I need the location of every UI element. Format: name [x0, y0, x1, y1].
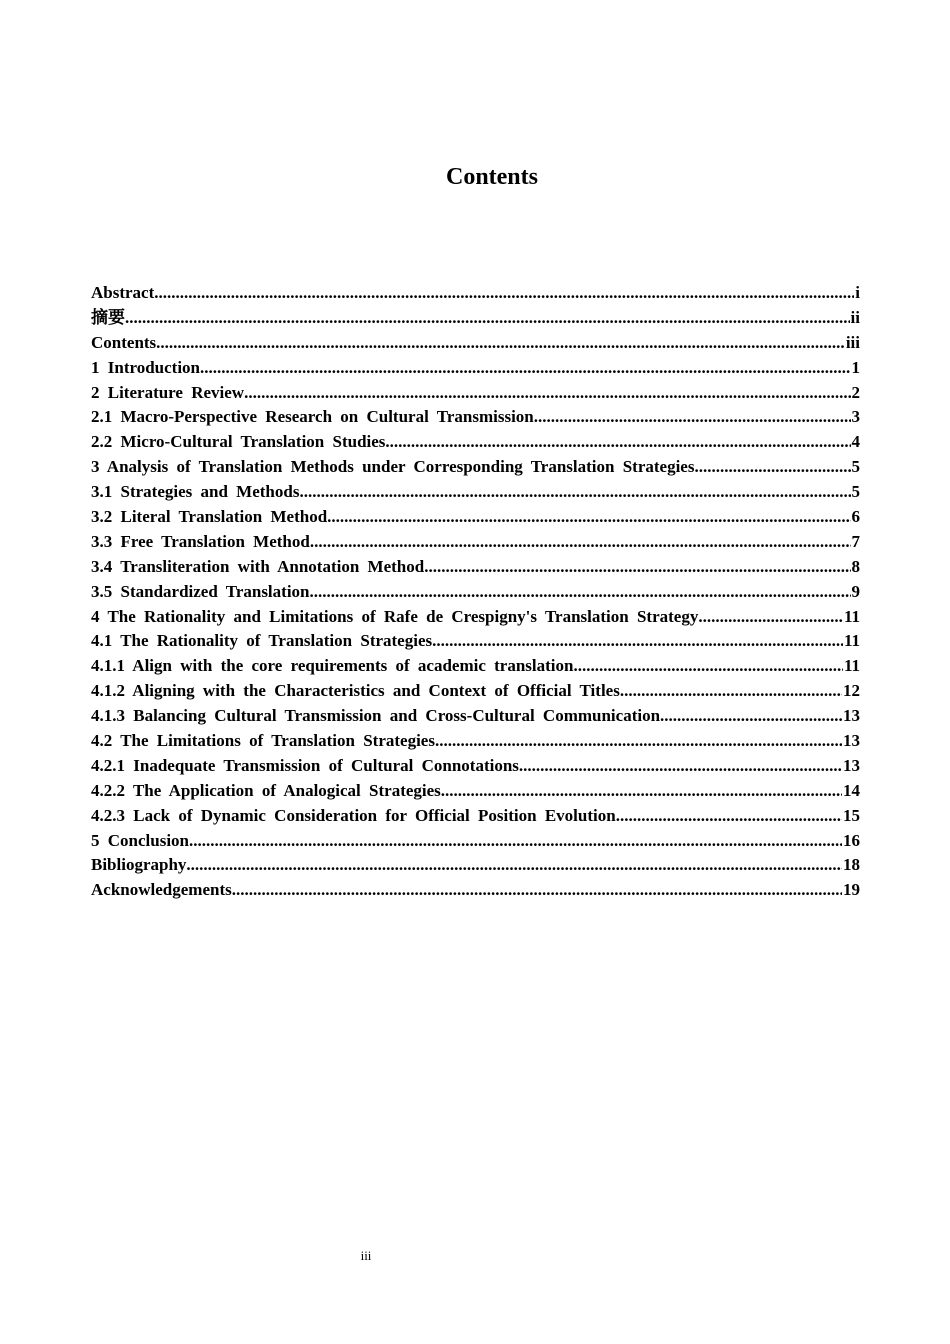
toc-entry-page: 7: [851, 531, 860, 551]
toc-entry-label: 3.1 Strategies and Methods: [91, 482, 300, 502]
toc-entry-page: 5: [851, 457, 860, 477]
toc-entry-label: 3 Analysis of Translation Methods under Corresponding Translation Strategies: [91, 457, 695, 477]
toc-entry[interactable]: [91, 804, 860, 829]
toc-leader-dots: [154, 281, 854, 306]
toc-entry-page: 1: [851, 357, 860, 377]
toc-leader-dots: [573, 654, 842, 679]
toc-entry-label: Contents: [91, 332, 157, 352]
toc-entry-label: Bibliography: [91, 855, 187, 875]
toc-entry-page: 16: [843, 830, 860, 850]
toc-leader-dots: [694, 455, 850, 480]
toc-leader-dots: [327, 505, 850, 530]
toc-entry-label: Acknowledgements: [91, 880, 232, 900]
toc-leader-dots: [616, 804, 842, 829]
toc-entry[interactable]: [91, 779, 860, 804]
toc-leader-dots: [534, 405, 851, 430]
toc-entry-label: 4.1.3 Balancing Cultural Transmission and Cross-Cultural Communication: [91, 706, 661, 726]
toc-entry-label: 5 Conclusion: [91, 830, 189, 850]
toc-entry[interactable]: [91, 356, 860, 381]
toc-entry-label: 2.1 Macro-Perspective Research on Cultural Transmission: [91, 407, 534, 427]
toc-entry-label: 2.2 Micro-Cultural Translation Studies: [91, 432, 386, 452]
toc-entry-label: 4.2.3 Lack of Dynamic Consideration for Official Position Evolution: [91, 805, 616, 825]
toc-leader-dots: [620, 679, 842, 704]
toc-entry-label: 4 The Rationality and Limitations of Rafe de Crespigny's Translation Strategy: [91, 606, 699, 626]
toc-entry[interactable]: [91, 679, 860, 704]
toc-entry[interactable]: [91, 405, 860, 430]
toc-leader-dots: [432, 629, 843, 654]
toc-entry[interactable]: [91, 480, 860, 505]
toc-entry-label: 4.2 The Limitations of Translation Strategies: [91, 731, 435, 751]
toc-entry[interactable]: [91, 580, 860, 605]
toc-entry[interactable]: [91, 704, 860, 729]
toc-entry-label: 4.1 The Rationality of Translation Strategies: [91, 631, 433, 651]
toc-entry-page: 8: [851, 556, 860, 576]
toc-entry-label: 1 Introduction: [91, 357, 201, 377]
toc-entry-page: 4: [851, 432, 860, 452]
toc-leader-dots: [299, 480, 850, 505]
toc-leader-dots: [244, 381, 850, 406]
toc-entry-page: 3: [851, 407, 860, 427]
toc-leader-dots: [310, 530, 851, 555]
page-number: iii: [360, 1248, 372, 1263]
toc-leader-dots: [186, 853, 842, 878]
toc-leader-dots: [660, 704, 842, 729]
toc-leader-dots: [385, 430, 850, 455]
toc-leader-dots: [698, 605, 843, 630]
toc-entry[interactable]: [91, 430, 860, 455]
toc-entry[interactable]: [91, 281, 860, 306]
toc-entry-page: 19: [843, 880, 860, 900]
toc-entry[interactable]: [91, 605, 860, 630]
toc-entry-page: iii: [845, 332, 860, 352]
toc-entry-label: 4.1.2 Aligning with the Characteristics and Context of Official Titles: [91, 681, 620, 701]
toc-entry[interactable]: [91, 853, 860, 878]
toc-entry-label: 3.3 Free Translation Method: [91, 531, 310, 551]
toc-entry-page: 9: [851, 581, 860, 601]
toc-leader-dots: [441, 779, 842, 804]
toc-entry-label: 3.2 Literal Translation Method: [91, 507, 328, 527]
toc-leader-dots: [310, 580, 851, 605]
toc-entry-page: 6: [851, 507, 860, 527]
toc-entry-page: i: [855, 283, 860, 302]
toc-entry[interactable]: [91, 878, 860, 903]
toc-entry[interactable]: [91, 829, 860, 854]
toc-entry-page: 14: [843, 780, 860, 800]
toc-entry[interactable]: [91, 505, 860, 530]
toc-leader-dots: [435, 729, 842, 754]
toc-entry-label: 3.5 Standardized Translation: [91, 581, 310, 601]
table-of-contents: [91, 281, 860, 903]
toc-entry-page: ii: [850, 307, 860, 327]
toc-entry-page: 13: [843, 706, 860, 726]
toc-entry-page: 12: [843, 681, 860, 701]
toc-leader-dots: [189, 829, 842, 854]
toc-leader-dots: [232, 878, 842, 903]
toc-leader-dots: [200, 356, 850, 381]
toc-entry-page: 11: [843, 656, 860, 676]
toc-entry[interactable]: [91, 654, 860, 679]
toc-entry[interactable]: [91, 381, 860, 406]
toc-entry-page: 11: [843, 606, 860, 626]
toc-entry-page: 11: [843, 631, 860, 651]
toc-entry[interactable]: [91, 331, 860, 356]
toc-entry-page: 18: [843, 855, 860, 875]
toc-entry-label: 3.4 Transliteration with Annotation Method: [91, 556, 425, 576]
toc-entry[interactable]: [91, 555, 860, 580]
toc-entry[interactable]: [91, 530, 860, 555]
toc-entry-page: 5: [851, 482, 860, 502]
toc-entry-page: 13: [843, 755, 860, 775]
toc-leader-dots: [156, 331, 845, 356]
toc-leader-dots: [125, 306, 850, 331]
toc-entry-label: 2 Literature Review: [91, 382, 245, 402]
toc-entry[interactable]: [91, 754, 860, 779]
toc-entry-page: 15: [843, 805, 860, 825]
toc-leader-dots: [519, 754, 842, 779]
toc-entry[interactable]: [91, 306, 860, 331]
toc-leader-dots: [424, 555, 850, 580]
toc-entry-page: 13: [843, 731, 860, 751]
toc-entry[interactable]: [91, 729, 860, 754]
toc-entry-label: 4.2.2 The Application of Analogical Strategies: [91, 780, 441, 800]
toc-entry[interactable]: [91, 455, 860, 480]
toc-entry-label: 4.2.1 Inadequate Transmission of Cultural Connotations: [91, 755, 519, 775]
toc-entry-page: 2: [851, 382, 860, 402]
toc-entry[interactable]: [91, 629, 860, 654]
toc-entry-label: 摘要: [91, 307, 125, 327]
page-title: Contents: [445, 164, 538, 190]
toc-entry-label: 4.1.1 Align with the core requirements of academic translation: [91, 656, 574, 676]
toc-entry-label: Abstract: [91, 283, 155, 302]
